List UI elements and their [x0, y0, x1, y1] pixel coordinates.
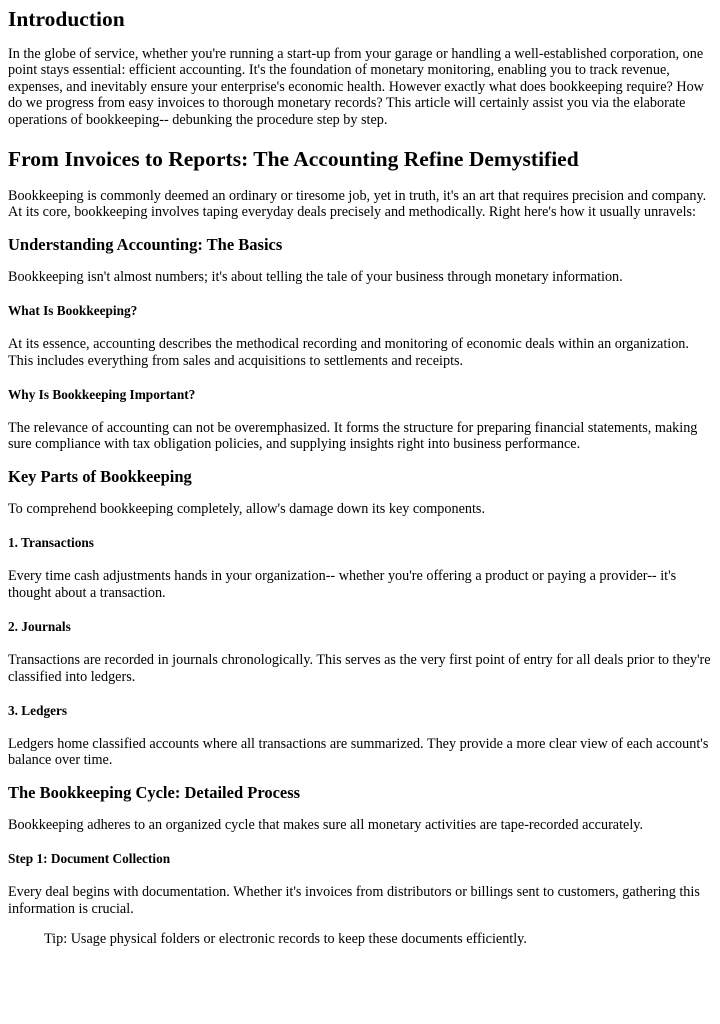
- transactions-heading: 1. Transactions: [8, 535, 94, 551]
- step1-paragraph: Every deal begins with documentation. Whether it's invoices from distributors or billings sent to customers, gathering this information is crucial.: [8, 884, 700, 917]
- main-paragraph: Bookkeeping is commonly deemed an ordinary or tiresome job, yet in truth, it's an art that requires precision and company. At its core, bookkeeping involves taping everyday deals precisely and methodically. Right here's how it usually unravels:: [8, 188, 707, 221]
- cycle-paragraph: Bookkeeping adheres to an organized cycle that makes sure all monetary activities are tape-recorded accurately.: [8, 816, 643, 833]
- intro-paragraph: In the globe of service, whether you're running a start-up from your garage or handling a well-established corporation, one point stays essential: efficient accounting. It's the foundation of monetary monitoring, enabling you to track revenue, expenses, and inevitably ensure your enterprise's economic health. However exactly what does bookkeeping require? How do we progress from easy invoices to thorough monetary records? This article will certainly assist you via the elaborate operations of bookkeeping-- debunking the procedure step by step.: [8, 46, 704, 128]
- cycle-heading: The Bookkeeping Cycle: Detailed Process: [8, 782, 301, 802]
- intro-heading: Introduction: [8, 7, 125, 31]
- transactions-paragraph: Every time cash adjustments hands in your organization-- whether you're offering a product or paying a provider-- it's thought about a transaction.: [8, 568, 677, 601]
- article: [0, 6, 720, 947]
- journals-heading: 2. Journals: [8, 619, 71, 635]
- key-parts-heading: Key Parts of Bookkeeping: [8, 466, 192, 486]
- what-heading: What Is Bookkeeping?: [8, 303, 138, 319]
- step1-heading: Step 1: Document Collection: [8, 851, 171, 867]
- ledgers-paragraph: Ledgers home classified accounts where all transactions are summarized. They provide a more clear view of each account's balance over time.: [8, 735, 709, 769]
- basics-heading: Understanding Accounting: The Basics: [8, 234, 283, 254]
- ledgers-heading: 3. Ledgers: [8, 702, 68, 718]
- main-heading: From Invoices to Reports: The Accounting Refine Demystified: [8, 147, 579, 172]
- why-heading: Why Is Bookkeeping Important?: [8, 387, 196, 403]
- key-parts-paragraph: To comprehend bookkeeping completely, allow's damage down its key components.: [8, 500, 485, 517]
- basics-paragraph: Bookkeeping isn't almost numbers; it's about telling the tale of your business through monetary information.: [8, 268, 623, 285]
- what-paragraph: At its essence, accounting describes the methodical recording and monitoring of economic deals within an organization. This includes everything from sales and acquisitions to settlements and receipts.: [8, 336, 689, 369]
- tip-blockquote: Tip: Usage physical folders or electronic records to keep these documents efficiently.: [44, 930, 527, 947]
- why-paragraph: The relevance of accounting can not be overemphasized. It forms the structure for preparing financial statements, making sure compliance with tax obligation policies, and supplying insights right into business performance.: [8, 420, 698, 453]
- journals-paragraph: Transactions are recorded in journals chronologically. This serves as the very first point of entry for all deals prior to they're classified into ledgers.: [8, 652, 711, 685]
